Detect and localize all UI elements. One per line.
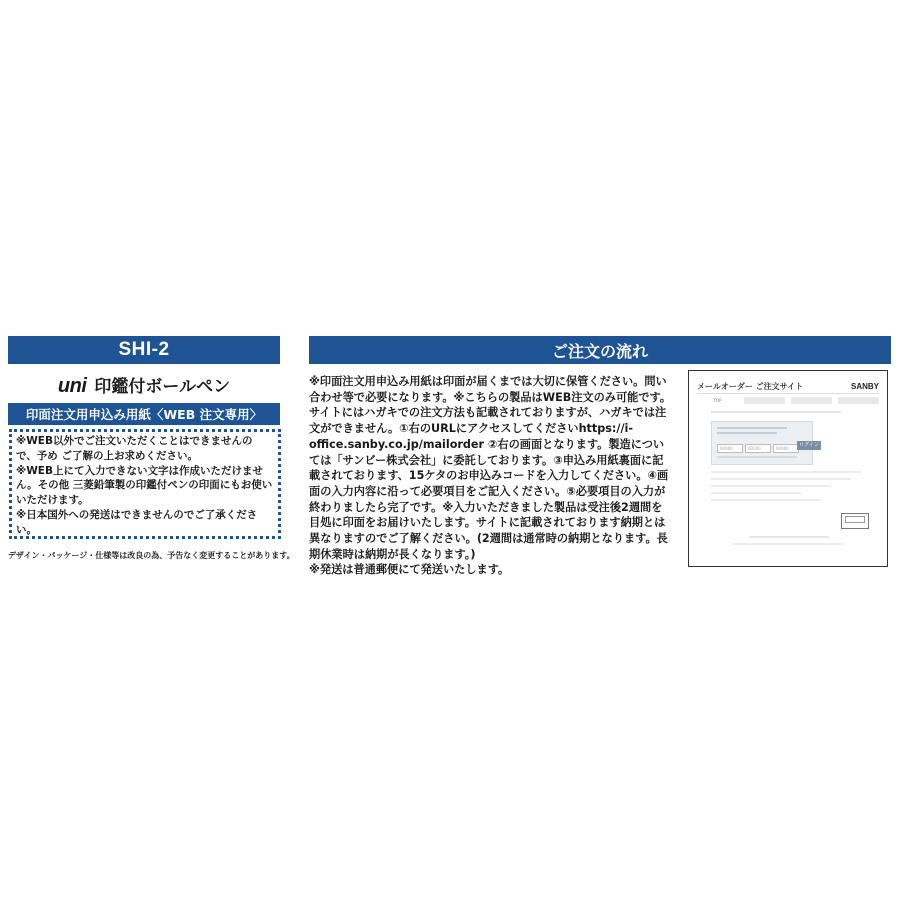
site-tab <box>838 397 879 404</box>
site-tab-top: TOP <box>697 397 738 404</box>
model-heading: SHI-2 <box>8 336 280 364</box>
flow-paragraph: ※印面注文用申込み用紙は印面が届くまでは大切に保管ください。問い合わせ等で必要になります。※こちらの製品はWEB注文のみ可能です。サイトにはハガキでの注文方法も記載されておりますが、ハガキでは注文ができません。①右のURLにアクセスしてくださいhttps://i-office.sanby.co.jp/mailorder ②右の画面となります。製造については「サンビー株式会社」に委託しております。③申込み用紙裏面に記載されております、15ケタのお申込みコードを入力してください。④画面の入力内容に沿って必要項目をご記入ください。⑤必要項目の入力が終わりましたら完了です。※入力いただきました製品は受注後2週間を目処に印面をお届けいたします。サイトに記載されております納期とは異なりますのでご了解ください。(2週間は通常時の納期となります。長期休業時は納期が長くなります。) <box>309 375 672 561</box>
site-header <box>697 379 879 394</box>
site-footer-links <box>749 536 829 538</box>
brand-logo: uni <box>57 375 87 397</box>
notice-item: ※日本国外への発送はできませんのでご了承ください。 <box>16 508 258 536</box>
notice-item: ※WEB上にて入力できない文字は作成いただけません。その他 三菱鉛筆製の印鑑付ペンの印面にもお使いいただけます。 <box>16 464 273 507</box>
login-button: ログイン <box>797 441 821 450</box>
disclaimer: デザイン・パッケージ・仕様等は改良の為、予告なく変更することがあります。 <box>8 551 295 560</box>
brand-line <box>8 372 280 398</box>
site-text-lines <box>711 471 875 506</box>
form-label: 印面注文用申込み用紙〈WEB 注文専用〉 <box>8 403 280 425</box>
site-intro-line <box>711 409 841 413</box>
site-nav <box>697 397 879 405</box>
notice-item: ※WEB以外でご注文いただくことはできませんので、予め ご了解の上お求めください。 <box>16 435 253 462</box>
notice-box <box>9 429 281 539</box>
privacy-seal-icon <box>841 513 869 529</box>
site-tab <box>744 397 785 404</box>
site-title: メールオーダー ご注文サイト <box>697 381 804 391</box>
order-flow-text <box>309 374 673 578</box>
flow-paragraph: ※発送は普通郵便にて発送いたします。 <box>309 563 510 577</box>
code-field: 00000 <box>773 444 799 453</box>
product-name: 印鑑付ボールペン <box>94 377 231 397</box>
sanby-logo: SANBY <box>850 381 879 391</box>
site-tab <box>791 397 832 404</box>
code-field: 00000 <box>717 444 743 453</box>
order-site-screenshot <box>688 370 888 567</box>
site-copyright <box>733 543 843 545</box>
order-flow-heading: ご注文の流れ <box>309 336 891 364</box>
code-field: 00000 <box>745 444 771 453</box>
